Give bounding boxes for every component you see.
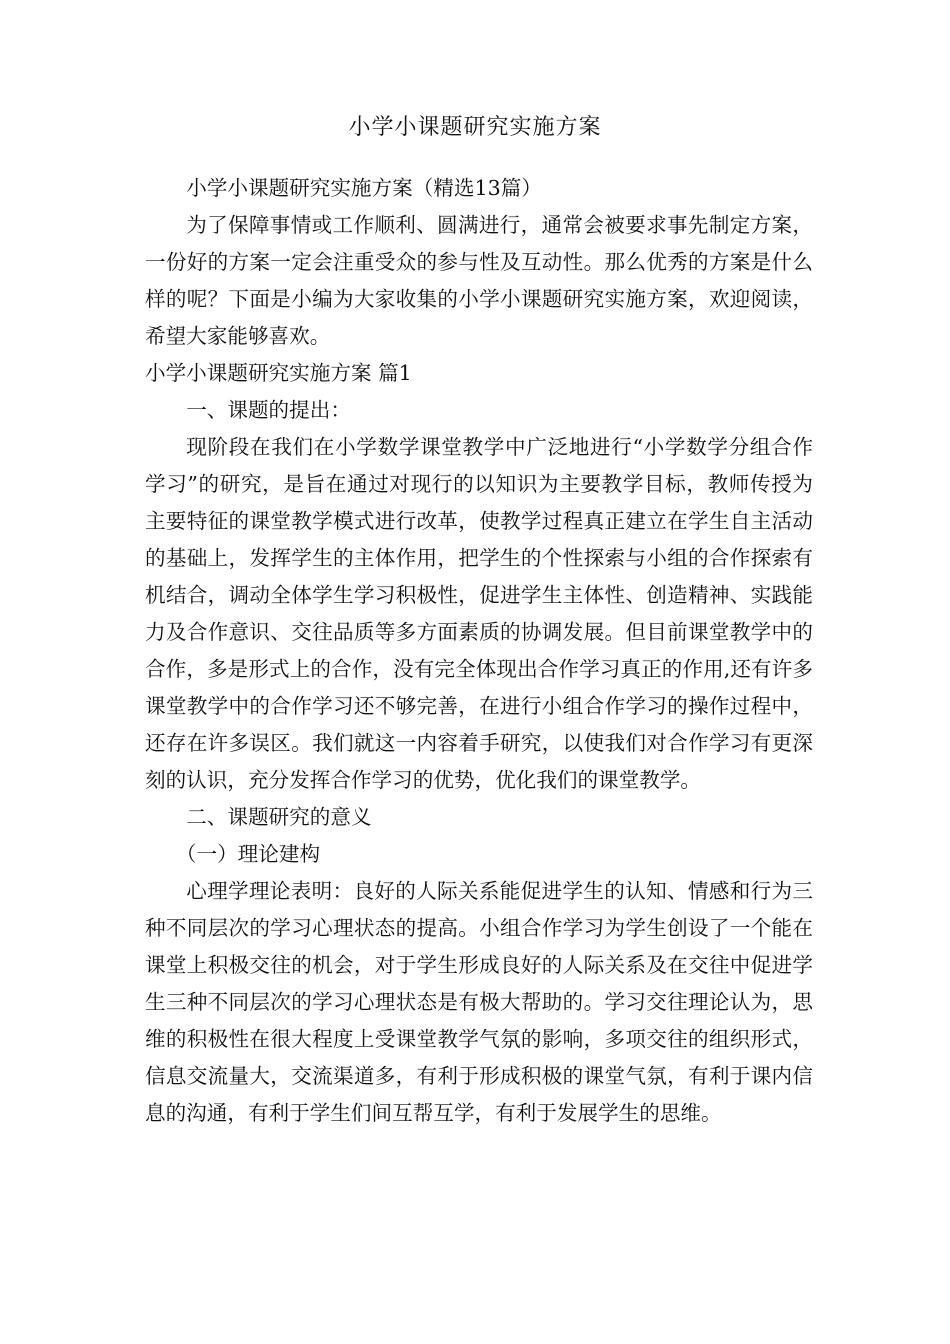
heading-research-significance: 二、课题研究的意义 <box>186 805 372 829</box>
theory-paragraph: 心理学理论表明：良好的人际关系能促进学生的认知、情感和行为三种不同层次的学习心理状态的提高。小组合作学习为学生创设了一个能在课堂上积极交往的机会，对于学生形成良好的人际关系及在交往中促进学生三种不同层次的学习心理状态是有极大帮助的。学习交往理论认为，思维的积极性在很大程度上受课堂教学气氛的影响，多项交往的组织形式，信息交流量大，交流渠道多，有利于形成积极的课堂气氛，有利于课内信息的沟通，有利于学生们间互帮互学，有利于发展学生的思维。 <box>145 879 813 1125</box>
heading-theory-construction: （一）理论建构 <box>175 842 321 866</box>
document-title: 小学小课题研究实施方案 <box>348 115 602 140</box>
heading-topic-proposal: 一、课题的提出： <box>186 398 351 422</box>
document-body <box>145 170 813 1132</box>
topic-proposal-paragraph: 现阶段在我们在小学数学课堂教学中广泛地进行“小学数学分组合作学习”的研究，是旨在通过对现行的以知识为主要教学目标，教师传授为主要特征的课堂教学模式进行改革，使教学过程真正建立在学生自主活动的基础上，发挥学生的主体作用，把学生的个性探索与小组的合作探索有机结合，调动全体学生学习积极性，促进学生主体性、创造精神、实践能力及合作意识、交往品质等多方面素质的协调发展。但目前课堂教学中的合作，多是形式上的合作，没有完全体现出合作学习真正的作用,还有许多课堂教学中的合作学习还不够完善，在进行小组合作学习的操作过程中，还存在许多误区。我们就这一内容着手研究，以使我们对合作学习有更深刻的认识，充分发挥合作学习的优势，优化我们的课堂教学。 <box>145 435 813 792</box>
subtitle-paragraph: 小学小课题研究实施方案（精选13篇） <box>186 176 542 200</box>
intro-paragraph: 为了保障事情或工作顺利、圆满进行，通常会被要求事先制定方案，一份好的方案一定会注重受众的参与性及互动性。那么优秀的方案是什么样的呢？下面是小编为大家收集的小学小课题研究实施方案，欢迎阅读，希望大家能够喜欢。 <box>145 213 813 348</box>
section-heading-part-1: 小学小课题研究实施方案 篇1 <box>145 361 412 385</box>
